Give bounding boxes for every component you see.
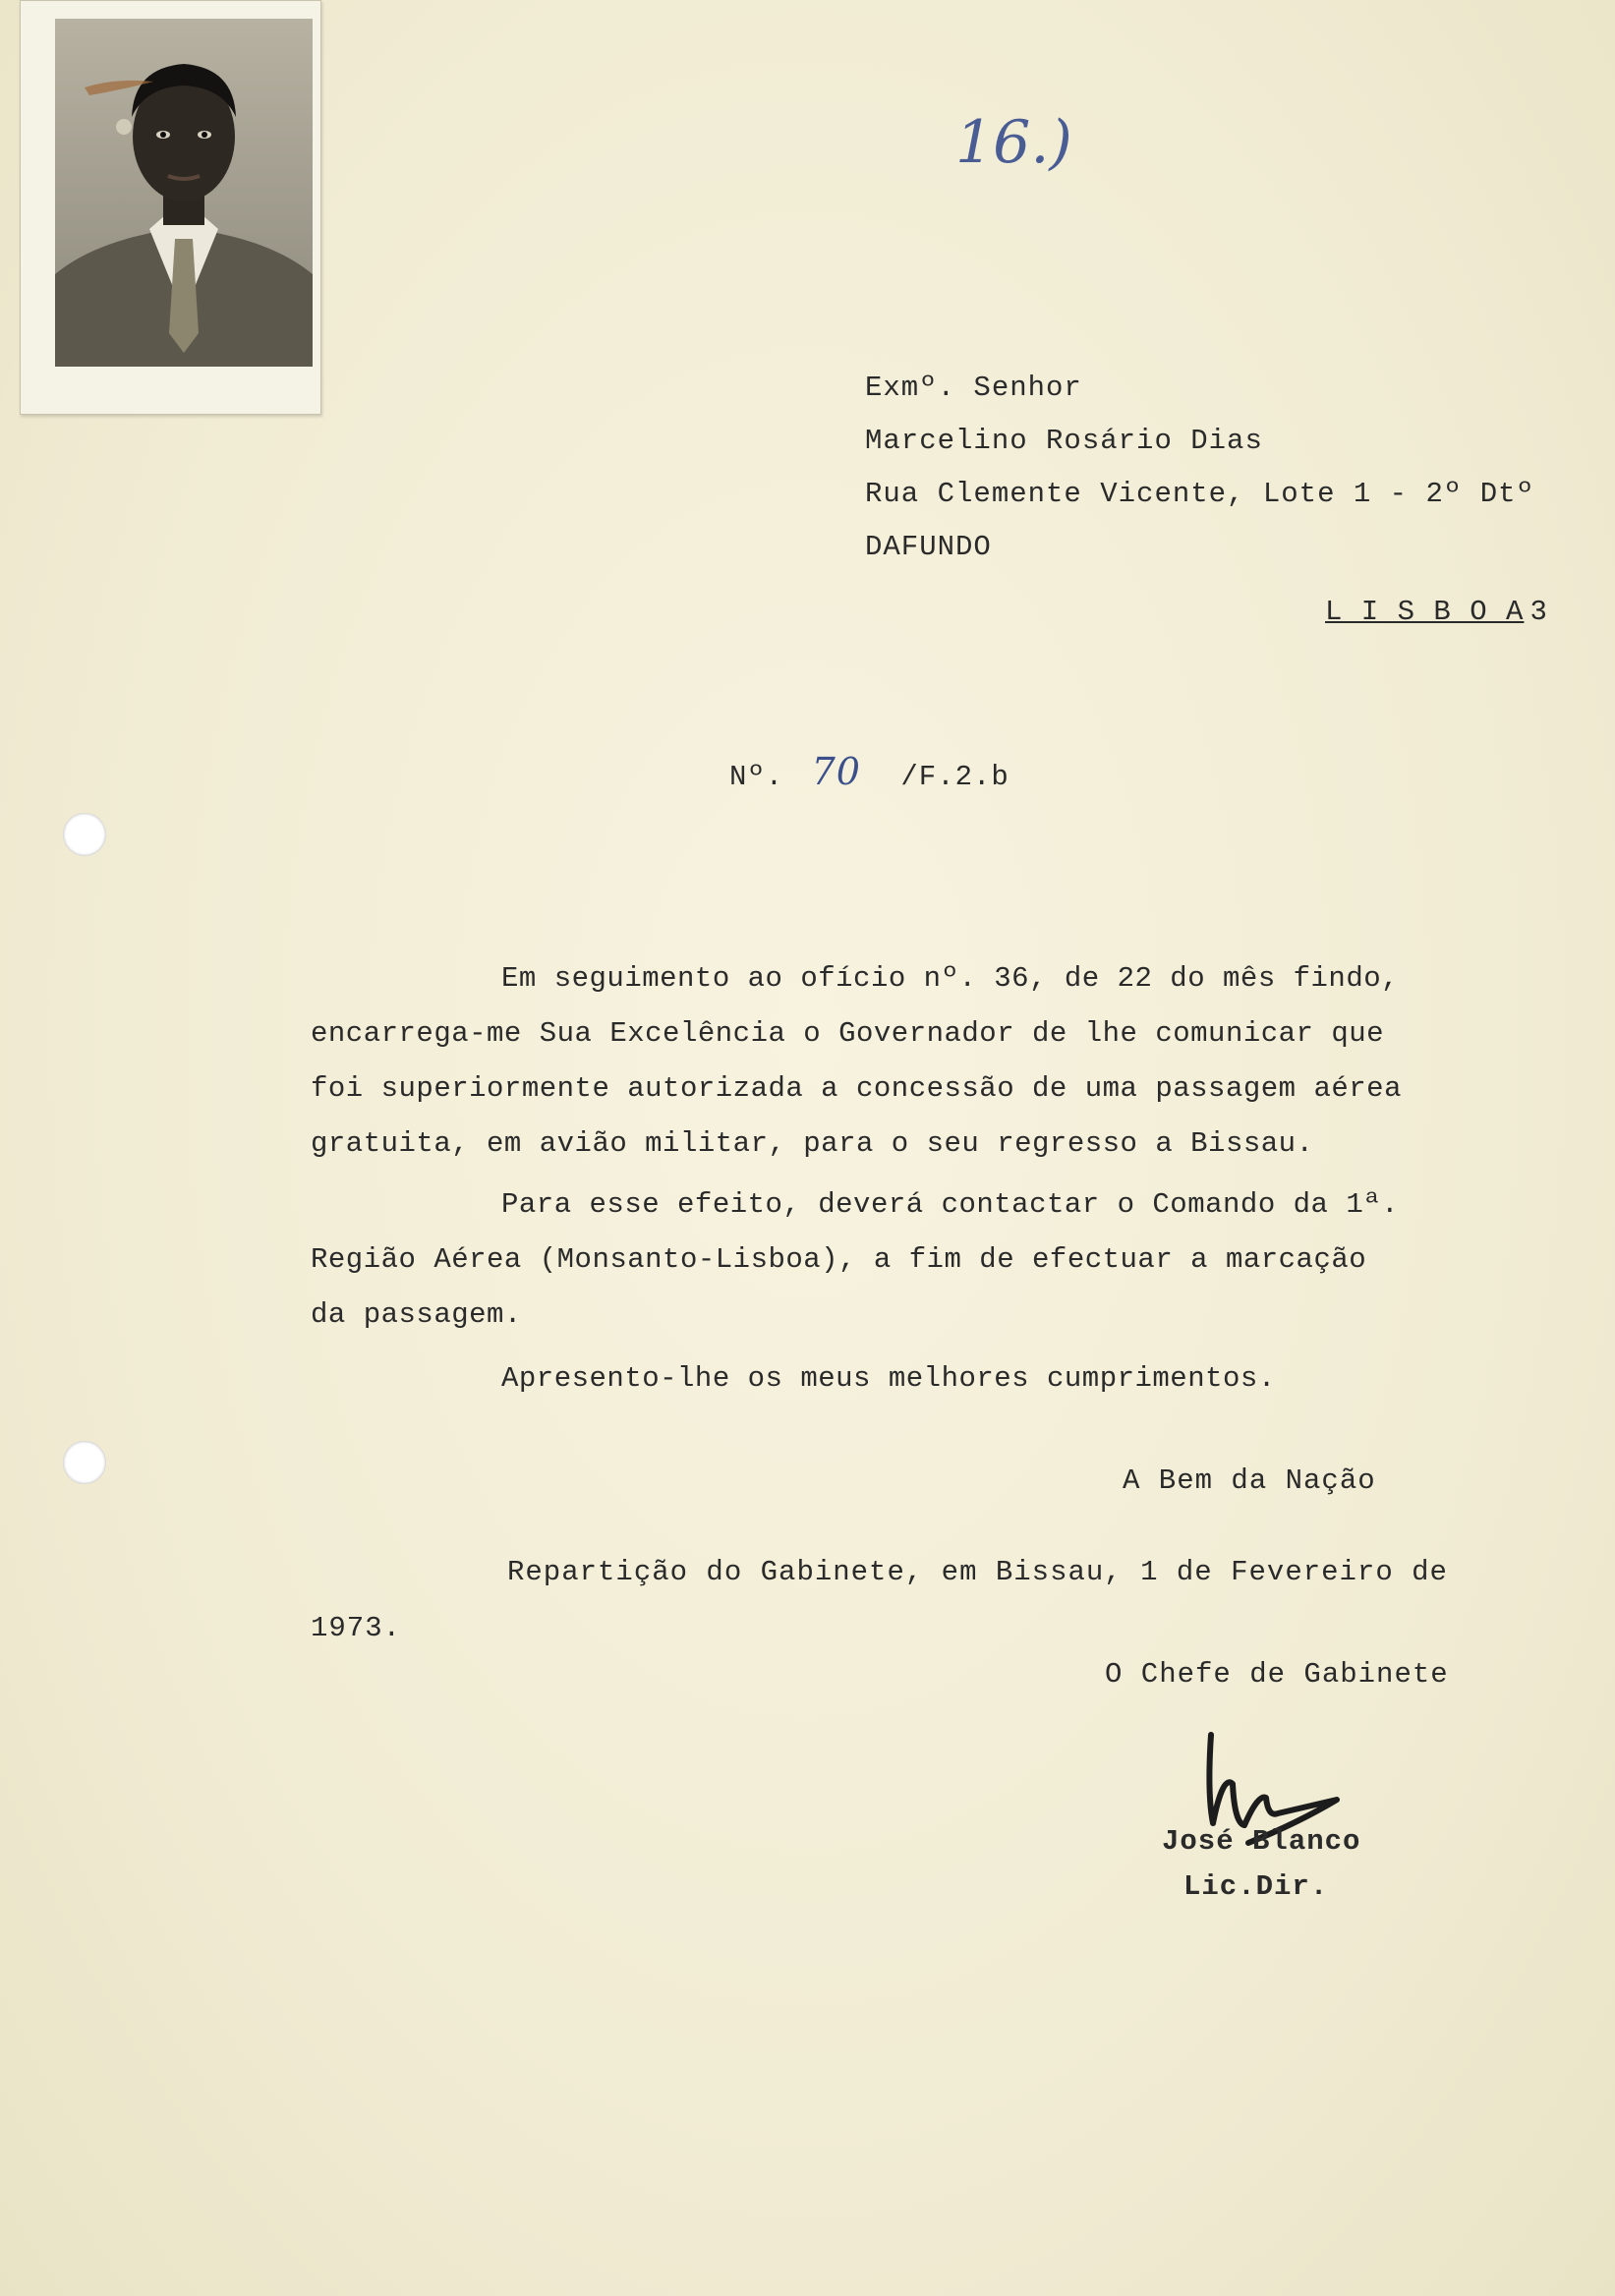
recipient-city-suffix: 3 [1529,596,1548,628]
handwritten-page-note: 16.) [955,108,1072,177]
body-p1-line1: Em seguimento ao ofício nº. 36, de 22 do mês findo, [501,962,1400,995]
closing-place-date-line1: Repartição do Gabinete, em Bissau, 1 de Fevereiro de [507,1556,1448,1588]
portrait-photo-frame [20,0,321,415]
reference-number: 70 [811,750,861,793]
closing-motto: A Bem da Nação [1123,1464,1376,1497]
recipient-district: DAFUNDO [865,531,992,563]
recipient-city [1325,596,1548,628]
recipient-salutation: Exmº. Senhor [865,372,1082,404]
portrait-photo [55,19,313,367]
closing-role: O Chefe de Gabinete [1105,1658,1449,1691]
body-p2-line3: da passagem. [311,1298,522,1331]
reference-line [729,750,1009,793]
body-p2-line1: Para esse efeito, deverá contactar o Comando da 1ª. [501,1188,1400,1221]
reference-suffix: /F.2.b [900,761,1009,793]
body-p1-line4: gratuita, em avião militar, para o seu regresso a Bissau. [311,1127,1314,1160]
punch-hole-bottom [63,1441,106,1484]
body-p2-line2: Região Aérea (Monsanto-Lisboa), a fim de efectuar a marcação [311,1243,1367,1276]
recipient-street: Rua Clemente Vicente, Lote 1 - 2º Dtº [865,478,1534,510]
body-p1-line3: foi superiormente autorizada a concessão de uma passagem aérea [311,1072,1402,1105]
recipient-city-name: L I S B O A [1325,596,1525,628]
punch-hole-top [63,813,106,856]
body-p1-line2: encarrega-me Sua Excelência o Governador de lhe comunicar que [311,1017,1385,1050]
signatory-name: José Blanco [1162,1825,1361,1858]
recipient-name: Marcelino Rosário Dias [865,425,1263,457]
closing-place-date-line2: 1973. [311,1612,402,1644]
portrait-image [55,19,313,367]
signatory-title: Lic.Dir. [1183,1870,1329,1903]
reference-prefix: Nº. [729,761,784,793]
body-p3: Apresento-lhe os meus melhores cumprimentos. [501,1362,1276,1395]
